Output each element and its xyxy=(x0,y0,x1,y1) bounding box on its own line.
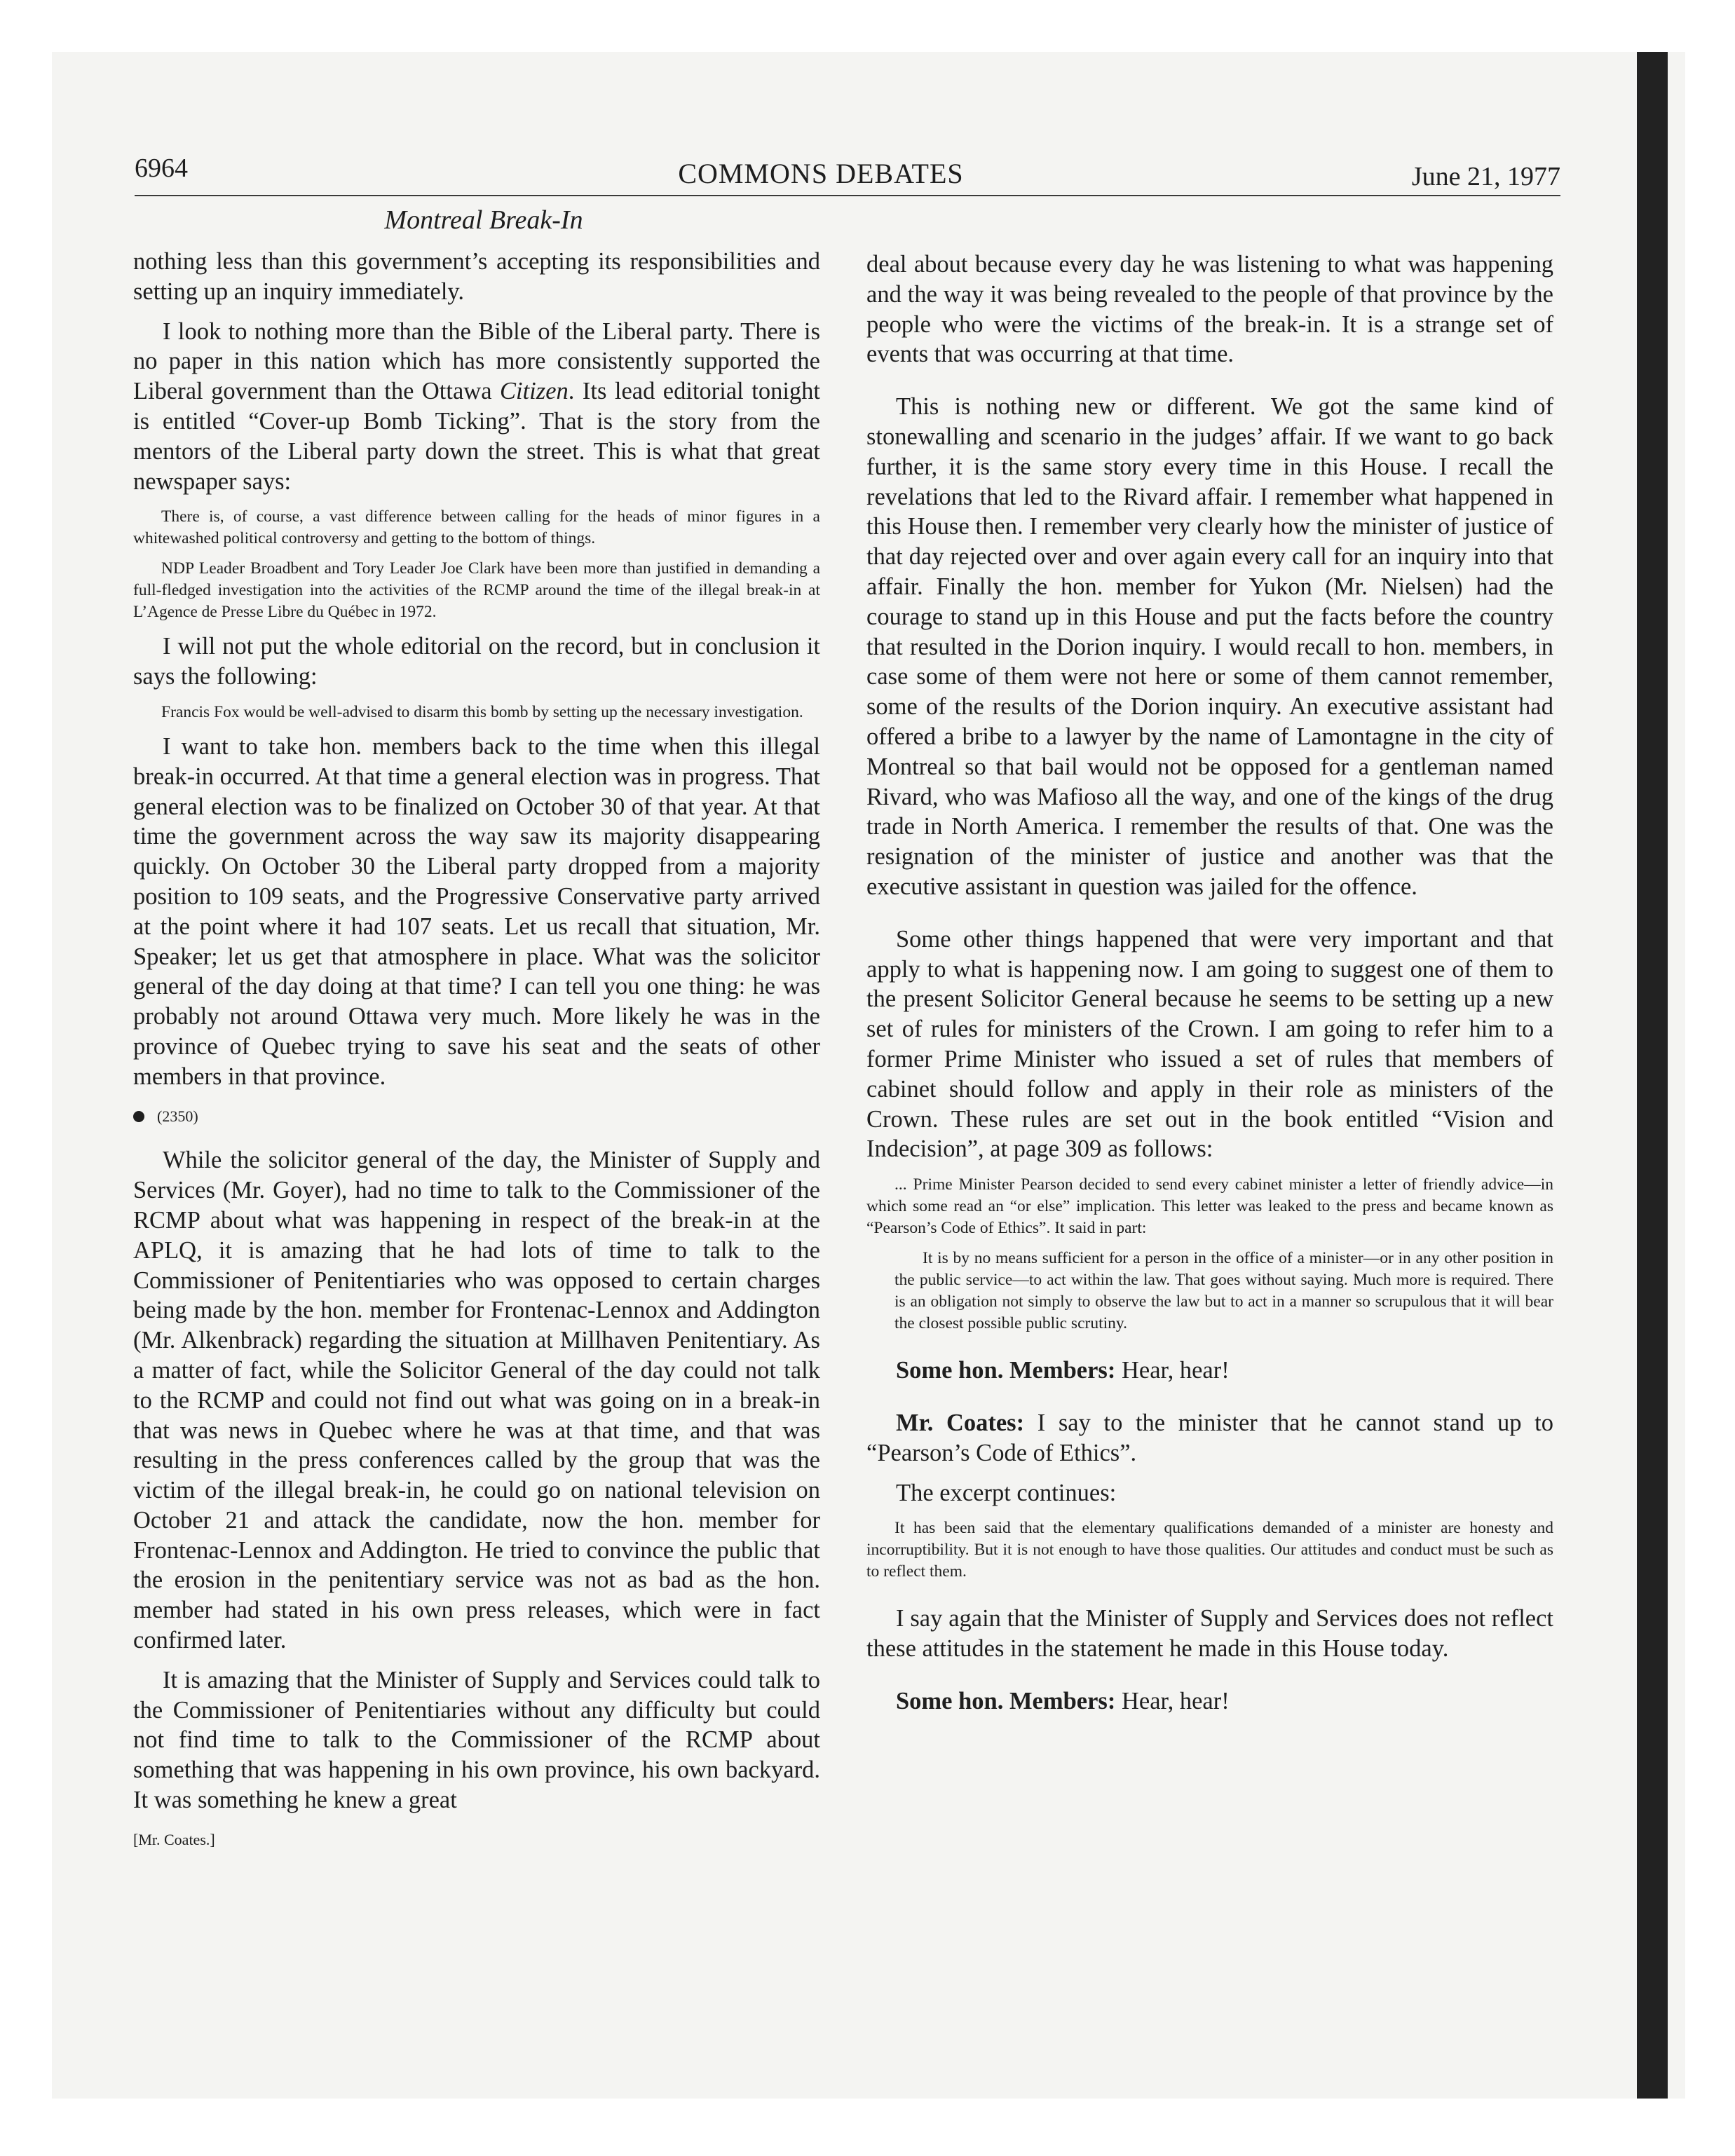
paragraph: While the solicitor general of the day, the Minister of Supply and Services (Mr. Goyer), had no time to talk to the Commissioner of the RCMP about what was happening in respect of the break-in at the APLQ, it is amazing that he had lots of time to talk to the Commissioner of Penitentiaries who was opposed to certain charges being made by the hon. member for Frontenac-Lennox and Addington (Mr. Alkenbrack) regarding the situation at Millhaven Penitentiary. As a matter of fact, while the Solicitor General of the day could not talk to the RCMP and could not find out what was going on in a break-in that was news in Quebec where he was at that time, and that was resulting in the press conferences called by the group that was the victim of the illegal break-in, he could go on national television on October 21 and attack the candidate, now the hon. member for Frontenac-Lennox and Addington. He tried to convince the public that the erosion in the penitentiary service was not as bad as the hon. member had stated in his own press releases, which were in fact confirmed later. xyxy=(133,1147,820,1654)
block-quote: There is, of course, a vast difference between calling for the heads of minor figures in a whitewashed political controversy and getting to the bottom of things. xyxy=(133,507,820,548)
section-heading: Montreal Break-In xyxy=(384,205,583,235)
block-quote: It has been said that the elementary qualifications demanded of a minister are honesty and incorruptibility. But it is not enough to have those qualities. Our attitudes and conduct must be such as to reflect them. xyxy=(866,1519,1553,1581)
paragraph-text: I look to nothing more than the Bible of the Liberal party. There is no paper in this nation which has more consistently supported the Liberal government than the Ottawa xyxy=(133,318,820,405)
paragraph: Some other things happened that were very important and that apply to what is happening now. I am going to suggest one of them to the present Solicitor General because he seems to be setting up a new set of rules for ministers of the Crown. I am going to refer him to a former Prime Minister who issued a set of rules that members of cabinet should follow and apply in their role as ministers of the Crown. These rules are set out in the book entitled “Vision and Indecision”, at page 309 as follows: xyxy=(866,925,1553,1163)
spacer xyxy=(866,379,1553,392)
paragraph: This is nothing new or different. We got the same kind of stonewalling and scenario in the judges’ affair. If we want to go back further, it is the same story every time in this House. I recall the revelations that led to the Rivard affair. I remember what happened in this House then. I remember very clearly how the minister of justice of that day rejected over and over again every call for an inquiry into that affair. Finally the hon. member for Yukon (Mr. Nielsen) had the courage to stand up in this House and put the facts before the country that resulted in the Dorion inquiry. I would recall to hon. members, in case some of them were not here or some of them cannot remember, some of the results of the Dorion inquiry. An executive assistant had offered a bribe to a lawyer by the name of Lamontagne in the city of Montreal so that bail would not be opposed for a gentleman named Rivard, who was Mafioso all the way, and one of the kings of the drug trade in North America. I remember the results of that. One was the resignation of the minister of justice and another was that the executive assistant in question was jailed for the offence. xyxy=(866,393,1553,900)
newspaper-name: Citizen xyxy=(500,378,569,405)
page-number: 6964 xyxy=(135,153,188,183)
interjection xyxy=(866,1686,1553,1717)
paragraph: nothing less than this government’s accepting its responsibilities and setting up an inquiry immediately. xyxy=(133,248,820,305)
spacer xyxy=(866,1343,1553,1356)
paragraph: It is amazing that the Minister of Supply and Services could talk to the Commissioner of Penitentiaries without any difficulty but could not find time to talk to the Commissioner of the RCMP about something that was happening in his own province, his own backyard. It was something he knew a great xyxy=(133,1666,820,1814)
right-column xyxy=(866,250,1553,1726)
speech-text: Hear, hear! xyxy=(1115,1687,1230,1714)
speaker-name: Some hon. Members: xyxy=(896,1687,1116,1714)
block-quote: NDP Leader Broadbent and Tory Leader Joe Clark have been more than justified in demanding a full-fledged investigation into the activities of the RCMP around the time of the illegal break-in at L’Agence de Presse Libre du Québec in 1972. xyxy=(133,559,820,622)
spacer xyxy=(866,912,1553,925)
paragraph: I want to take hon. members back to the time when this illegal break-in occurred. At that time a general election was in progress. That general election was to be finalized on October 30 of that year. At that time the government across the way saw its majority disappearing quickly. On October 30 the Liberal party dropped from a majority position to 109 seats, and the Progressive Conservative party arrived at the point where it had 107 seats. Let us recall that situation, Mr. Speaker; let us get that atmosphere in place. What was the solicitor general of the day doing at that time? I can tell you one thing: he was probably not around Ottawa very much. More likely he was in the province of Quebec trying to save his seat and the seats of other members in that province. xyxy=(133,732,820,1090)
speaker-name: Mr. Coates: xyxy=(896,1409,1025,1436)
block-quote: ... Prime Minister Pearson decided to send every cabinet minister a letter of friendly advice—in which some read an “or else” implication. This letter was leaked to the press and became known as “Pearson’s Code of Ethics”. It said in part: xyxy=(866,1175,1553,1238)
binding-edge xyxy=(1637,52,1668,2099)
header-rule xyxy=(135,195,1560,196)
paragraph: deal about because every day he was listening to what was happening and the way it was being revealed to the people of that province by the people who were the victims of the break-in. It is a strange set of events that was occurring at that time. xyxy=(866,251,1553,368)
paragraph: I will not put the whole editorial on the record, but in conclusion it says the following: xyxy=(133,633,820,690)
block-quote: Francis Fox would be well-advised to disarm this bomb by setting up the necessary investigation. xyxy=(161,702,803,721)
paragraph-text: . Its lead editorial tonight is entitled “Cover-up Bomb Ticking”. That is the story from the mentors of the Liberal party down the street. This is what that great newspaper says: xyxy=(133,378,820,495)
time-marker xyxy=(133,1102,820,1132)
bullet-icon xyxy=(133,1111,144,1122)
speech-text: Hear, hear! xyxy=(1115,1357,1230,1384)
left-column xyxy=(133,247,820,1855)
speech xyxy=(866,1408,1553,1468)
speaker-name: Some hon. Members: xyxy=(896,1357,1116,1384)
journal-title: COMMONS DEBATES xyxy=(678,158,964,189)
paragraph: The excerpt continues: xyxy=(896,1479,1117,1506)
time-marker-text: (2350) xyxy=(157,1107,198,1125)
speaker-attribution: [Mr. Coates.] xyxy=(133,1830,215,1848)
paragraph xyxy=(133,317,820,497)
paragraph: I say again that the Minister of Supply and Services does not reflect these attitudes in the statement he made in this House today. xyxy=(866,1605,1553,1663)
page-header xyxy=(81,105,1560,196)
spacer xyxy=(866,1674,1553,1686)
spacer xyxy=(866,1591,1553,1604)
interjection xyxy=(866,1356,1553,1386)
speech-text: I say to the minister that he cannot stand up to “Pearson’s Code of Ethics”. xyxy=(866,1409,1554,1466)
nested-quote: It is by no means sufficient for a person in the office of a minister—or in any other position in the public service—to act within the law. That goes without saying. Much more is required. There is an obligation not simply to observe the law but to act in a manner so scrupulous that it will bear the closest possible public scrutiny. xyxy=(894,1249,1553,1333)
spacer xyxy=(866,1396,1553,1408)
issue-date: June 21, 1977 xyxy=(1411,162,1560,191)
